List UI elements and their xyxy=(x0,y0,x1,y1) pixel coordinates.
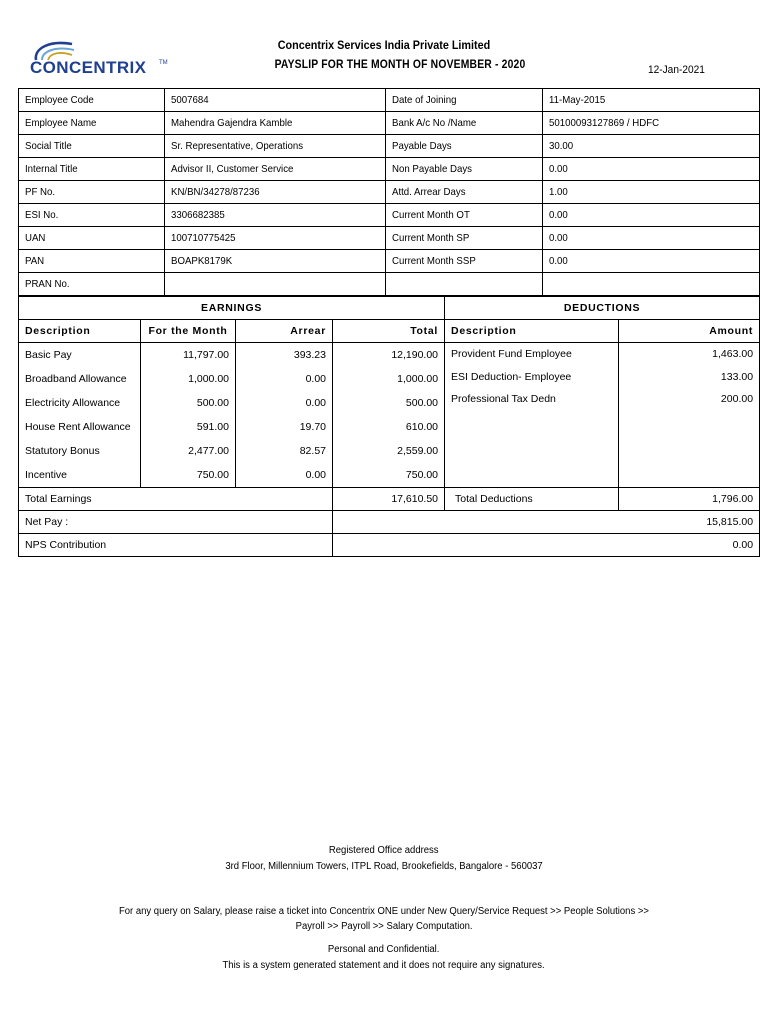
info-right-label-text: Current Month OT xyxy=(392,209,470,221)
info-right-value-text: 0.00 xyxy=(549,163,568,175)
earning-month-amount: 750.00 xyxy=(196,469,229,481)
info-left-value-text: 100710775425 xyxy=(171,232,236,244)
info-left-label-text: UAN xyxy=(25,232,46,244)
earnings-col-month: For the Month xyxy=(141,320,236,343)
info-left-value-text: 3306682385 xyxy=(171,209,225,221)
earning-description: Broadband Allowance xyxy=(25,373,127,385)
earning-total-amount: 2,559.00 xyxy=(397,445,439,457)
total-deductions-value: 1,796.00 xyxy=(619,488,760,511)
confidential-note: Personal and Confidential. xyxy=(328,944,440,955)
info-left-label-text: Employee Name xyxy=(25,117,97,129)
info-left-value xyxy=(165,273,386,296)
info-left-value-text: Advisor II, Customer Service xyxy=(171,163,294,175)
info-right-label xyxy=(386,135,543,158)
info-left-value xyxy=(165,250,386,273)
info-right-value-text: 1.00 xyxy=(549,186,568,198)
info-left-label xyxy=(19,89,165,112)
deduction-amount: 200.00 xyxy=(720,393,754,405)
info-left-value-text: KN/BN/34278/87236 xyxy=(171,186,260,198)
statement-date: 12-Jan-2021 xyxy=(648,64,705,76)
deduction-amount: 133.00 xyxy=(720,370,754,383)
info-left-label-text: Internal Title xyxy=(25,163,78,175)
info-left-value xyxy=(165,158,386,181)
deductions-col-description: Description xyxy=(445,320,619,343)
office-heading: Registered Office address xyxy=(329,845,439,856)
info-right-label xyxy=(386,227,543,250)
nps-value: 0.00 xyxy=(333,534,760,557)
info-row xyxy=(19,227,760,250)
info-left-label-text: PRAN No. xyxy=(25,278,70,290)
info-left-label xyxy=(19,112,165,135)
info-left-value-text: Sr. Representative, Operations xyxy=(171,140,304,152)
info-left-value-text: BOAPK8179K xyxy=(171,255,233,267)
earning-total-amount: 1,000.00 xyxy=(397,373,439,385)
earning-total-amount: 750.00 xyxy=(405,469,439,481)
info-right-value xyxy=(543,112,760,135)
earning-total-amount: 610.00 xyxy=(405,421,439,433)
query-line-2: Payroll >> Payroll >> Salary Computation. xyxy=(295,921,473,932)
earning-month-amount: 2,477.00 xyxy=(188,445,229,457)
earning-arrear-amount: 0.00 xyxy=(305,373,326,385)
deductions-amount-column xyxy=(619,343,760,488)
info-right-label xyxy=(386,250,543,273)
info-right-label xyxy=(386,181,543,204)
deductions-heading: DEDUCTIONS xyxy=(445,297,760,320)
info-left-value-text: 5007684 xyxy=(171,94,209,106)
earning-arrear-amount: 82.57 xyxy=(299,445,326,457)
earnings-total-column xyxy=(333,343,445,488)
earning-description: Basic Pay xyxy=(25,349,72,361)
info-left-value xyxy=(165,227,386,250)
total-earnings-label: Total Earnings xyxy=(19,488,333,511)
info-right-label xyxy=(386,112,543,135)
info-right-value xyxy=(543,135,760,158)
system-generated-note: This is a system generated statement and it does not require any signatures. xyxy=(222,960,546,971)
earning-total-amount: 500.00 xyxy=(405,397,439,409)
info-left-value xyxy=(165,204,386,227)
info-left-label xyxy=(19,250,165,273)
company-name: Concentrix Services India Private Limited xyxy=(277,38,491,52)
info-row xyxy=(19,273,760,296)
info-right-value xyxy=(543,204,760,227)
info-row xyxy=(19,112,760,135)
info-right-label xyxy=(386,273,543,296)
payslip-title: PAYSLIP FOR THE MONTH OF NOVEMBER - 2020 xyxy=(274,59,526,71)
info-right-value-text: 30.00 xyxy=(549,140,574,152)
earning-month-amount: 1,000.00 xyxy=(188,373,229,385)
office-address: 3rd Floor, Millennium Towers, ITPL Road, Brookefields, Bangalore - 560037 xyxy=(225,861,543,872)
info-right-value xyxy=(543,250,760,273)
deduction-amount: 1,463.00 xyxy=(712,348,754,360)
earning-arrear-amount: 393.23 xyxy=(293,349,326,361)
earnings-col-total: Total xyxy=(333,320,445,343)
info-right-value xyxy=(543,273,760,296)
info-row xyxy=(19,89,760,112)
earnings-heading: EARNINGS xyxy=(19,297,445,320)
deductions-col-amount: Amount xyxy=(619,320,760,343)
deduction-description: ESI Deduction- Employee xyxy=(451,370,572,383)
info-right-value xyxy=(543,158,760,181)
earning-arrear-amount: 19.70 xyxy=(299,421,326,433)
net-pay-label: Net Pay : xyxy=(19,511,333,534)
info-left-label xyxy=(19,227,165,250)
info-right-value-text: 0.00 xyxy=(549,232,568,244)
info-left-label-text: Social Title xyxy=(25,140,72,152)
info-row xyxy=(19,181,760,204)
deduction-description: Provident Fund Employee xyxy=(451,348,572,360)
earnings-month-column xyxy=(141,343,236,488)
info-left-label xyxy=(19,181,165,204)
info-left-value-text: Mahendra Gajendra Kamble xyxy=(171,117,293,129)
info-right-label-text: Current Month SSP xyxy=(392,255,476,267)
info-left-label-text: PAN xyxy=(25,255,45,267)
deductions-description-column xyxy=(445,343,619,488)
earnings-arrear-column xyxy=(236,343,333,488)
info-right-label xyxy=(386,204,543,227)
employee-info-table xyxy=(18,88,760,296)
info-left-label xyxy=(19,204,165,227)
earning-month-amount: 500.00 xyxy=(196,397,229,409)
info-right-value-text: 0.00 xyxy=(549,255,568,267)
info-left-value xyxy=(165,89,386,112)
total-earnings-value: 17,610.50 xyxy=(333,488,445,511)
deduction-description: Professional Tax Dedn xyxy=(451,393,556,405)
info-row xyxy=(19,158,760,181)
info-left-value xyxy=(165,135,386,158)
earning-description: Incentive xyxy=(25,469,68,481)
info-right-label-text: Current Month SP xyxy=(392,232,470,244)
info-right-label-text: Attd. Arrear Days xyxy=(392,186,466,198)
query-line-1: For any query on Salary, please raise a ticket into Concentrix ONE under New Query/Service Request >> People Solutions >> xyxy=(118,906,649,917)
earning-description: Statutory Bonus xyxy=(25,445,100,457)
earnings-description-column xyxy=(19,343,141,488)
info-right-value xyxy=(543,181,760,204)
logo-wordmark: CONCENTRIX xyxy=(30,58,147,77)
earning-description: Electricity Allowance xyxy=(25,397,121,409)
info-right-label xyxy=(386,89,543,112)
info-left-label-text: ESI No. xyxy=(25,209,59,221)
total-deductions-label: Total Deductions xyxy=(445,488,619,511)
earning-month-amount: 11,797.00 xyxy=(183,349,229,361)
info-right-value-text: 11-May-2015 xyxy=(549,94,606,106)
info-left-label xyxy=(19,273,165,296)
info-right-label xyxy=(386,158,543,181)
info-right-label-text: Payable Days xyxy=(392,140,452,152)
info-right-value-text: 50100093127869 / HDFC xyxy=(549,117,660,129)
earning-total-amount: 12,190.00 xyxy=(391,349,439,361)
info-left-label xyxy=(19,158,165,181)
info-row xyxy=(19,250,760,273)
info-left-label-text: Employee Code xyxy=(25,94,94,106)
info-left-value xyxy=(165,112,386,135)
info-left-value xyxy=(165,181,386,204)
info-right-label-text: Bank A/c No /Name xyxy=(392,117,477,129)
logo-trademark: TM xyxy=(159,60,168,66)
earning-arrear-amount: 0.00 xyxy=(305,469,326,481)
info-right-value xyxy=(543,89,760,112)
info-right-label-text: Non Payable Days xyxy=(392,163,473,175)
info-row xyxy=(19,204,760,227)
earnings-col-description: Description xyxy=(19,320,141,343)
net-pay-value: 15,815.00 xyxy=(333,511,760,534)
earnings-deductions-table xyxy=(18,296,760,557)
nps-label: NPS Contribution xyxy=(19,534,333,557)
info-right-label-text: Date of Joining xyxy=(392,94,457,106)
earning-month-amount: 591.00 xyxy=(196,421,229,433)
earning-arrear-amount: 0.00 xyxy=(305,397,326,409)
earning-description: House Rent Allowance xyxy=(25,421,131,433)
earnings-col-arrear: Arrear xyxy=(236,320,333,343)
info-right-value-text: 0.00 xyxy=(549,209,568,221)
info-left-label-text: PF No. xyxy=(25,186,56,198)
info-left-label xyxy=(19,135,165,158)
info-right-value xyxy=(543,227,760,250)
info-row xyxy=(19,135,760,158)
